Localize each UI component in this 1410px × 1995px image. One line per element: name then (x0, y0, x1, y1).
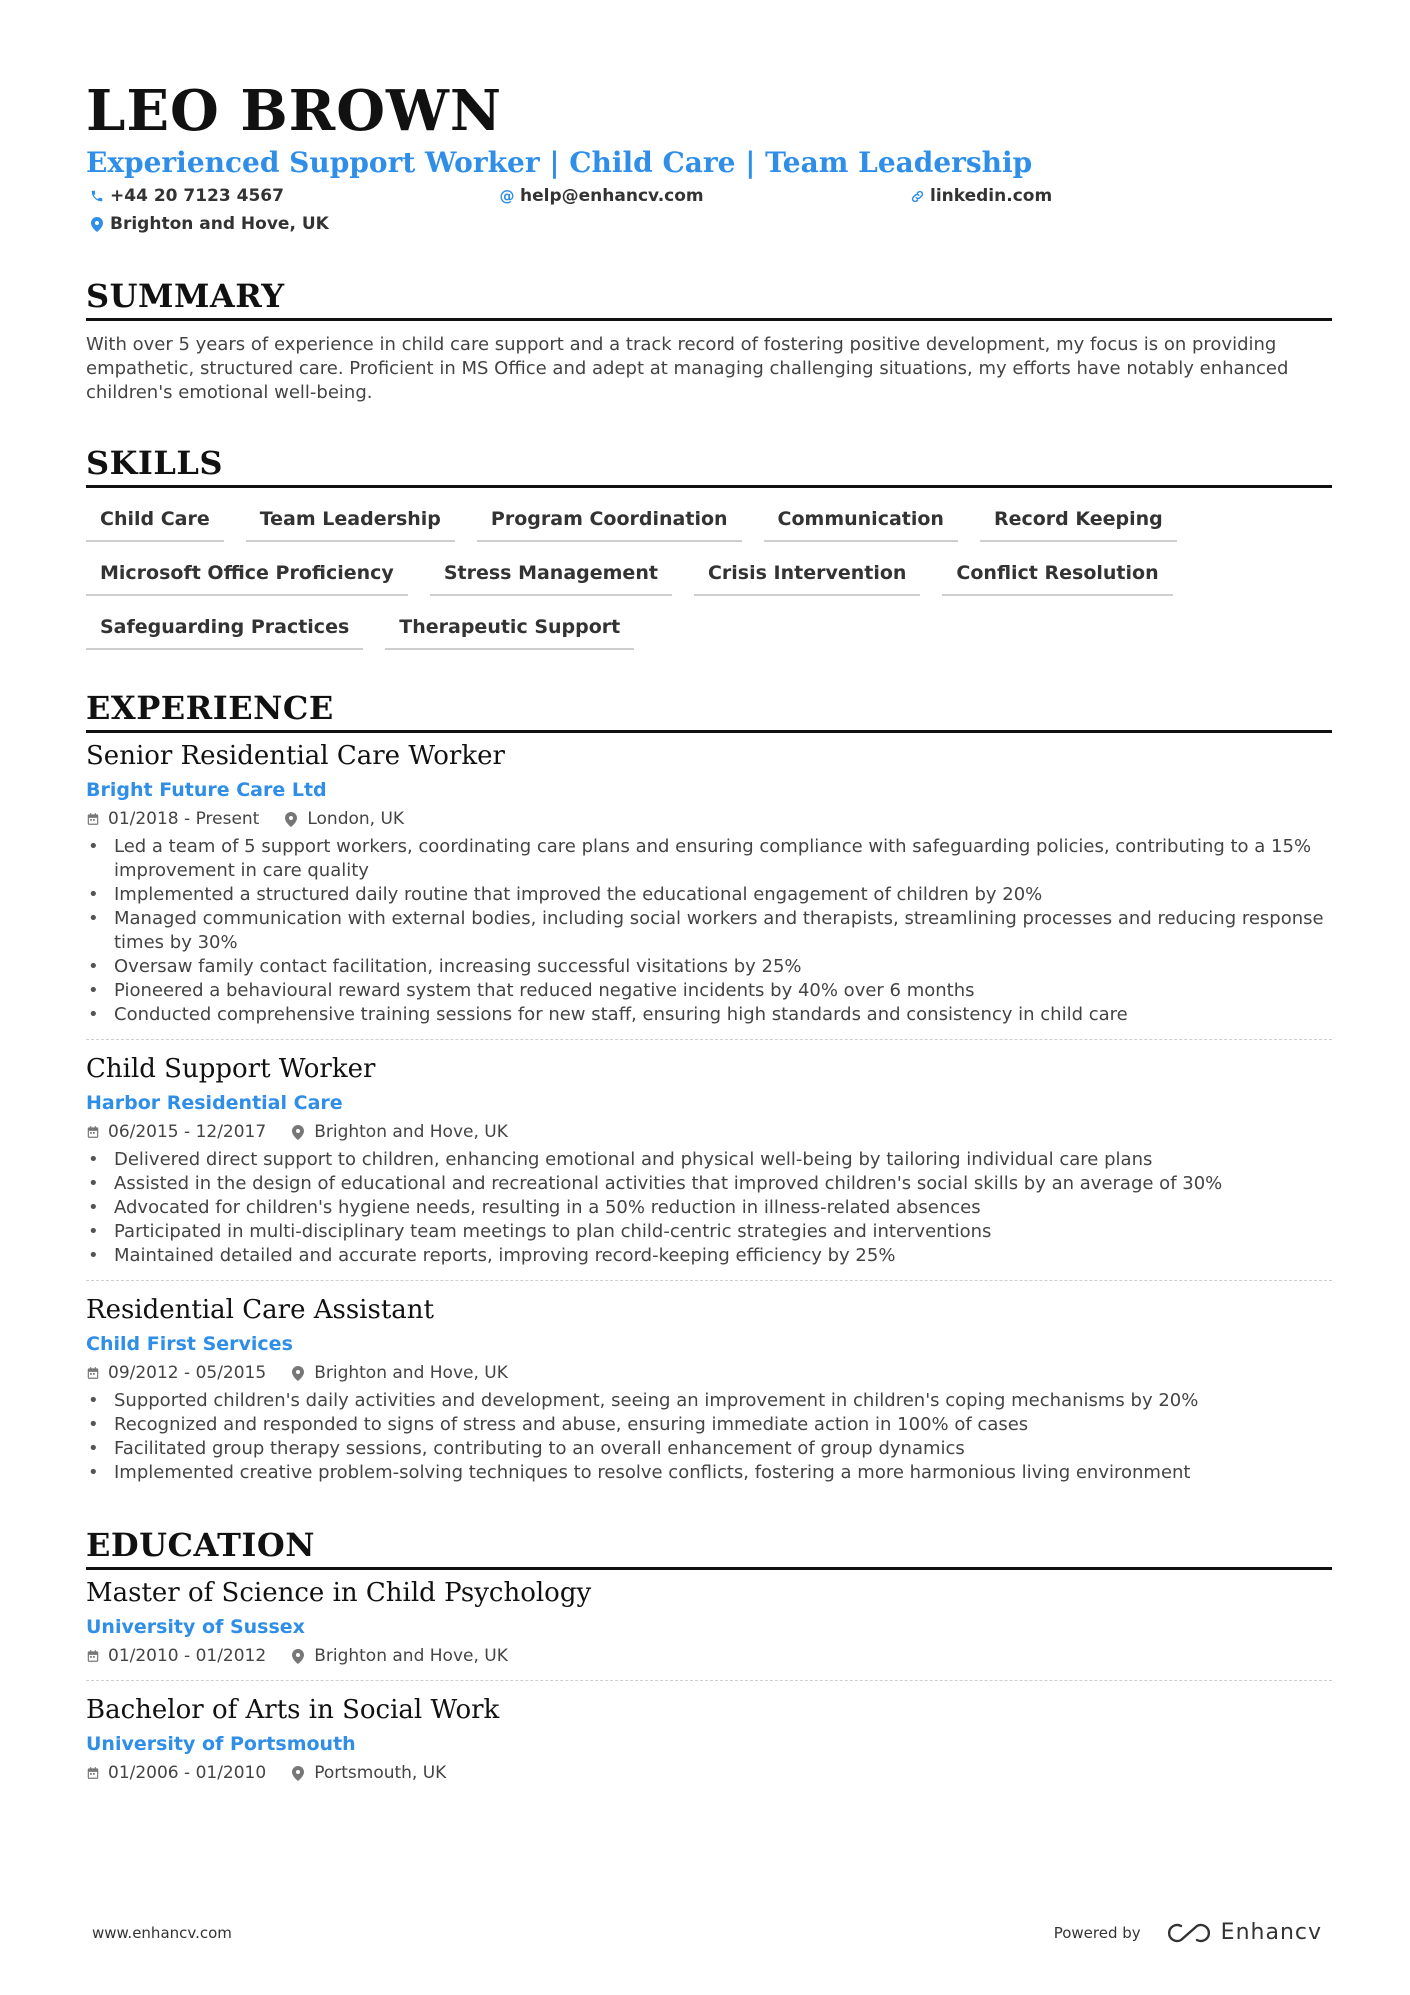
phone-text[interactable]: +44 20 7123 4567 (110, 186, 284, 206)
skill-tag: Stress Management (430, 554, 672, 596)
list-item: • Assisted in the design of educational and recreational activities that improved children's social skills by an average of 30% (86, 1172, 1332, 1196)
job-location (292, 1361, 508, 1385)
skill-tag: Conflict Resolution (942, 554, 1172, 596)
section-divider (86, 318, 1332, 321)
powered-by (1054, 1920, 1322, 1945)
skill-tag: Safeguarding Practices (86, 608, 363, 650)
map-pin-icon (292, 1766, 314, 1781)
list-item: • Led a team of 5 support workers, coordinating care plans and ensuring compliance with safeguarding policies, contributing to a 15% improvement in care quality (86, 835, 1332, 883)
job-meta (86, 1361, 1332, 1385)
job-dates: 06/2015 - 12/2017 (108, 1122, 267, 1142)
company-name: Bright Future Care Ltd (86, 779, 327, 801)
list-item: • Delivered direct support to children, enhancing emotional and physical well-being by tailoring individual care plans (86, 1148, 1332, 1172)
calendar-icon (86, 1766, 108, 1780)
education-dates: 01/2006 - 01/2010 (108, 1763, 267, 1783)
skills-title: SKILLS (86, 444, 223, 482)
school-name: University of Portsmouth (86, 1733, 356, 1755)
footer-site-link[interactable]: www.enhancv.com (92, 1923, 232, 1942)
job-location (285, 807, 404, 831)
job-dates: 01/2018 - Present (108, 809, 260, 829)
resume-header (86, 78, 1332, 236)
education-location (292, 1644, 508, 1668)
experience-entry (86, 739, 1332, 1039)
resume-page (86, 78, 1332, 1797)
list-item: • Participated in multi-disciplinary team meetings to plan child-centric strategies and interventions (86, 1220, 1332, 1244)
link-icon (906, 189, 928, 204)
job-title: Child Support Worker (86, 1054, 376, 1084)
section-divider (86, 485, 1332, 488)
company-name: Child First Services (86, 1333, 293, 1355)
summary-title: SUMMARY (86, 277, 285, 315)
contact-location (86, 212, 496, 236)
at-icon: @ (499, 187, 515, 205)
list-item: • Supported children's daily activities and development, seeing an improvement in children's coping mechanisms by 20% (86, 1389, 1332, 1413)
job-title: Senior Residential Care Worker (86, 741, 505, 771)
section-divider (86, 1567, 1332, 1570)
contact-linkedin (906, 184, 1206, 208)
education-entry (86, 1680, 1332, 1797)
skill-tag: Crisis Intervention (694, 554, 920, 596)
education-meta (86, 1644, 1332, 1668)
list-item: • Implemented a structured daily routine that improved the educational engagement of children by 20% (86, 883, 1332, 907)
calendar-icon (86, 1125, 108, 1139)
degree-title: Master of Science in Child Psychology (86, 1578, 592, 1608)
skill-tag: Therapeutic Support (385, 608, 634, 650)
contact-info (86, 184, 1332, 236)
experience-section (86, 688, 1332, 1497)
education-meta (86, 1761, 1332, 1785)
school-name: University of Sussex (86, 1616, 305, 1638)
list-item: • Recognized and responded to signs of stress and abuse, ensuring immediate action in 100% of cases (86, 1413, 1332, 1437)
candidate-name: LEO BROWN (86, 78, 503, 144)
skill-tag: Communication (764, 500, 958, 542)
map-pin-icon (292, 1649, 314, 1664)
education-location (292, 1761, 446, 1785)
list-item: • Maintained detailed and accurate reports, improving record-keeping efficiency by 25% (86, 1244, 1332, 1268)
candidate-headline: Experienced Support Worker | Child Care | Team Leadership (86, 146, 1033, 179)
job-achievements (86, 1389, 1332, 1485)
summary-text: With over 5 years of experience in child care support and a track record of fostering positive development, my focus is on providing empathetic, structured care. Proficient in MS Office and adept at managing challenging situations, my efforts have notably enhanced children's emotional well-being. (86, 334, 1289, 403)
job-meta (86, 1120, 1332, 1144)
list-item: • Implemented creative problem-solving techniques to resolve conflicts, fostering a more harmonious living environment (86, 1461, 1332, 1485)
page-footer (92, 1920, 1322, 1945)
contact-phone (86, 184, 496, 208)
job-meta (86, 807, 1332, 831)
job-location (292, 1120, 508, 1144)
skill-tag: Program Coordination (477, 500, 742, 542)
skills-section (86, 443, 1332, 662)
enhancv-logo-icon (1167, 1922, 1213, 1944)
skill-tag: Record Keeping (980, 500, 1177, 542)
enhancv-logo[interactable] (1167, 1920, 1322, 1945)
job-dates: 09/2012 - 05/2015 (108, 1363, 267, 1383)
location-text: Brighton and Hove, UK (110, 214, 329, 234)
section-divider (86, 730, 1332, 733)
enhancv-brand-text: Enhancv (1220, 1920, 1322, 1945)
list-item: • Managed communication with external bodies, including social workers and therapists, streamlining processes and reducing response times by 30% (86, 907, 1332, 955)
skill-tag: Team Leadership (246, 500, 455, 542)
list-item: • Facilitated group therapy sessions, contributing to an overall enhancement of group dynamics (86, 1437, 1332, 1461)
job-achievements (86, 835, 1332, 1027)
job-location-text: Brighton and Hove, UK (314, 1363, 508, 1383)
skills-list (86, 500, 1256, 662)
experience-title: EXPERIENCE (86, 689, 334, 727)
calendar-icon (86, 1366, 108, 1380)
experience-entry (86, 1039, 1332, 1280)
education-entry (86, 1576, 1332, 1680)
job-location-text: London, UK (307, 809, 405, 829)
map-pin-icon (285, 812, 307, 827)
job-location-text: Brighton and Hove, UK (314, 1122, 508, 1142)
list-item: • Pioneered a behavioural reward system that reduced negative incidents by 40% over 6 months (86, 979, 1332, 1003)
calendar-icon (86, 1649, 108, 1663)
education-title: EDUCATION (86, 1526, 315, 1564)
list-item: • Oversaw family contact facilitation, increasing successful visitations by 25% (86, 955, 1332, 979)
list-item: • Conducted comprehensive training sessions for new staff, ensuring high standards and consistency in child care (86, 1003, 1332, 1027)
job-title: Residential Care Assistant (86, 1295, 434, 1325)
powered-by-label: Powered by (1053, 1923, 1141, 1942)
skill-tag: Child Care (86, 500, 224, 542)
job-achievements (86, 1148, 1332, 1268)
education-location-text: Brighton and Hove, UK (314, 1646, 508, 1666)
skill-tag: Microsoft Office Proficiency (86, 554, 408, 596)
linkedin-link[interactable]: linkedin.com (930, 186, 1053, 206)
experience-entry (86, 1280, 1332, 1497)
education-location-text: Portsmouth, UK (314, 1763, 447, 1783)
education-dates: 01/2010 - 01/2012 (108, 1646, 267, 1666)
degree-title: Bachelor of Arts in Social Work (86, 1695, 500, 1725)
map-pin-icon (292, 1125, 314, 1140)
list-item: • Advocated for children's hygiene needs, resulting in a 50% reduction in illness-related absences (86, 1196, 1332, 1220)
contact-email (496, 184, 906, 208)
calendar-icon (86, 812, 108, 826)
company-name: Harbor Residential Care (86, 1092, 343, 1114)
email-link[interactable]: help@enhancv.com (520, 186, 704, 206)
map-pin-icon (86, 217, 108, 232)
summary-section (86, 276, 1332, 405)
phone-icon (86, 189, 108, 203)
map-pin-icon (292, 1366, 314, 1381)
education-section (86, 1525, 1332, 1797)
